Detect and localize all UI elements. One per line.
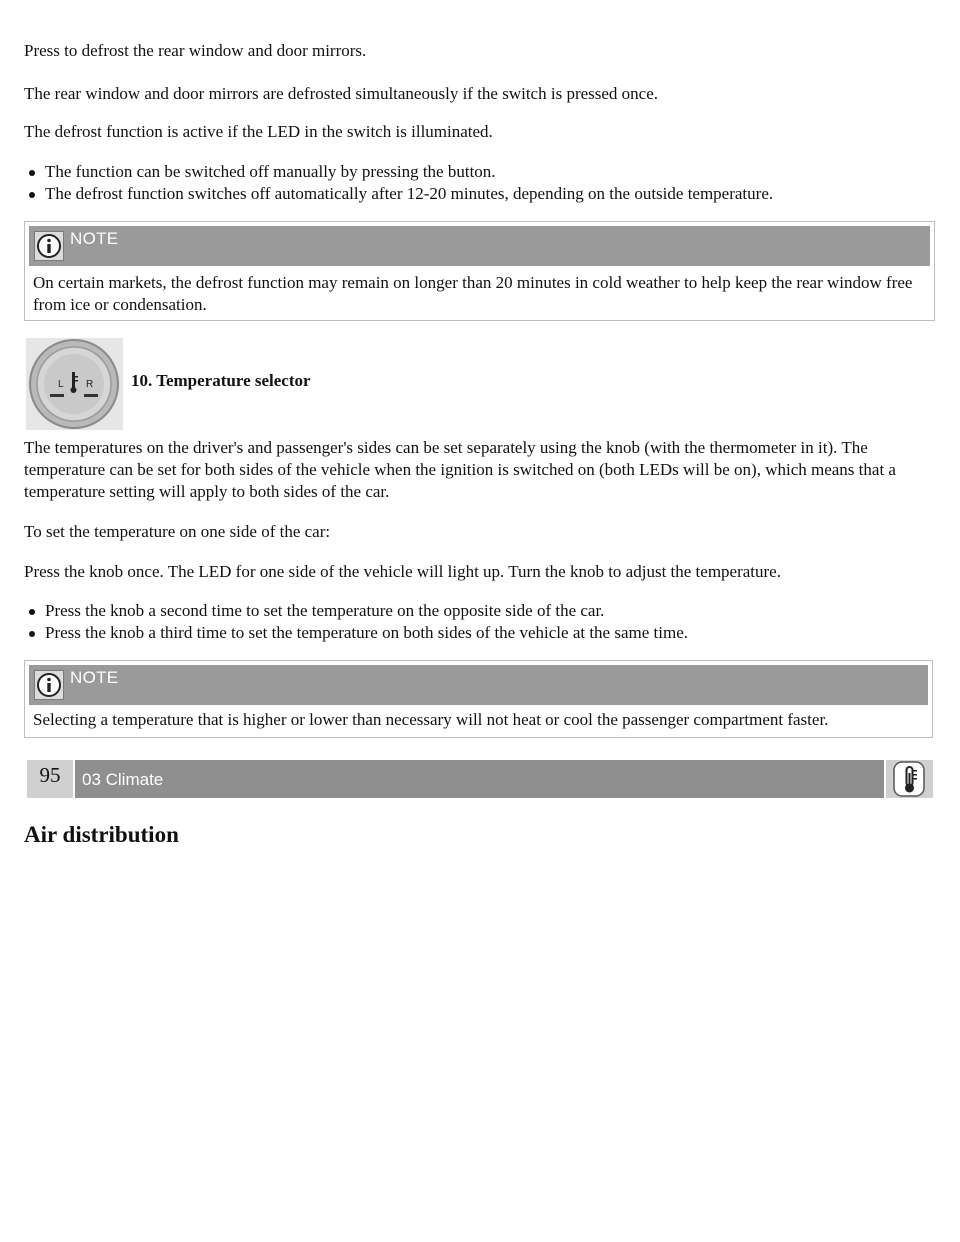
note-label: NOTE bbox=[70, 229, 119, 248]
temperature-paragraph-2: To set the temperature on one side of the car: bbox=[24, 522, 331, 541]
chapter-icon-box bbox=[886, 760, 933, 798]
knob-label-right: R bbox=[86, 379, 94, 390]
note-box bbox=[24, 221, 935, 321]
list-item: Press the knob a second time to set the temperature on the opposite side of the car. bbox=[24, 600, 936, 622]
info-icon bbox=[34, 231, 64, 261]
temperature-paragraph-1: The temperatures on the driver's and passenger's sides can be set separately using the knob (with the thermometer in it). The temperature can be set for both sides of the vehicle when the ignition is switched on (both LEDs will be on), which means that a temperature setting will apply to both sides of the car. bbox=[24, 438, 896, 501]
intro-line-2: The rear window and door mirrors are defrosted simultaneously if the switch is pressed once. bbox=[24, 84, 659, 103]
temperature-paragraph-3: Press the knob once. The LED for one side of the vehicle will light up. Turn the knob to adjust the temperature. bbox=[24, 562, 781, 581]
section-bar bbox=[75, 760, 884, 798]
page-number: 95 bbox=[27, 760, 73, 798]
note-text: On certain markets, the defrost function may remain on longer than 20 minutes in cold weather to help keep the rear window free from ice or condensation. bbox=[33, 273, 913, 314]
chapter-footer bbox=[27, 760, 933, 798]
intro-line-1: Press to defrost the rear window and door mirrors. bbox=[24, 41, 367, 60]
section-heading: Air distribution bbox=[24, 822, 179, 847]
list-item: The function can be switched off manually by pressing the button. bbox=[24, 161, 936, 183]
note-header bbox=[29, 226, 930, 266]
knob-label-left: L bbox=[58, 379, 64, 390]
section-title: 03 Climate bbox=[82, 770, 164, 789]
note-box bbox=[24, 660, 933, 738]
list-item: Press the knob a third time to set the temperature on both sides of the vehicle at the same time. bbox=[24, 622, 936, 644]
note-text: Selecting a temperature that is higher or lower than necessary will not heat or cool the passenger compartment faster. bbox=[33, 710, 829, 729]
info-icon bbox=[34, 670, 64, 700]
temperature-selector-caption: 10. Temperature selector bbox=[131, 371, 311, 390]
note-header bbox=[29, 665, 928, 705]
intro-line-3: The defrost function is active if the LED in the switch is illuminated. bbox=[24, 122, 493, 141]
temperature-bullet-list bbox=[24, 600, 936, 644]
note-label: NOTE bbox=[70, 668, 119, 687]
temperature-knob-image bbox=[26, 338, 123, 430]
thermometer-icon bbox=[886, 760, 933, 798]
list-item: The defrost function switches off automatically after 12-20 minutes, depending on the outside temperature. bbox=[24, 183, 936, 205]
defrost-bullet-list bbox=[24, 161, 936, 205]
